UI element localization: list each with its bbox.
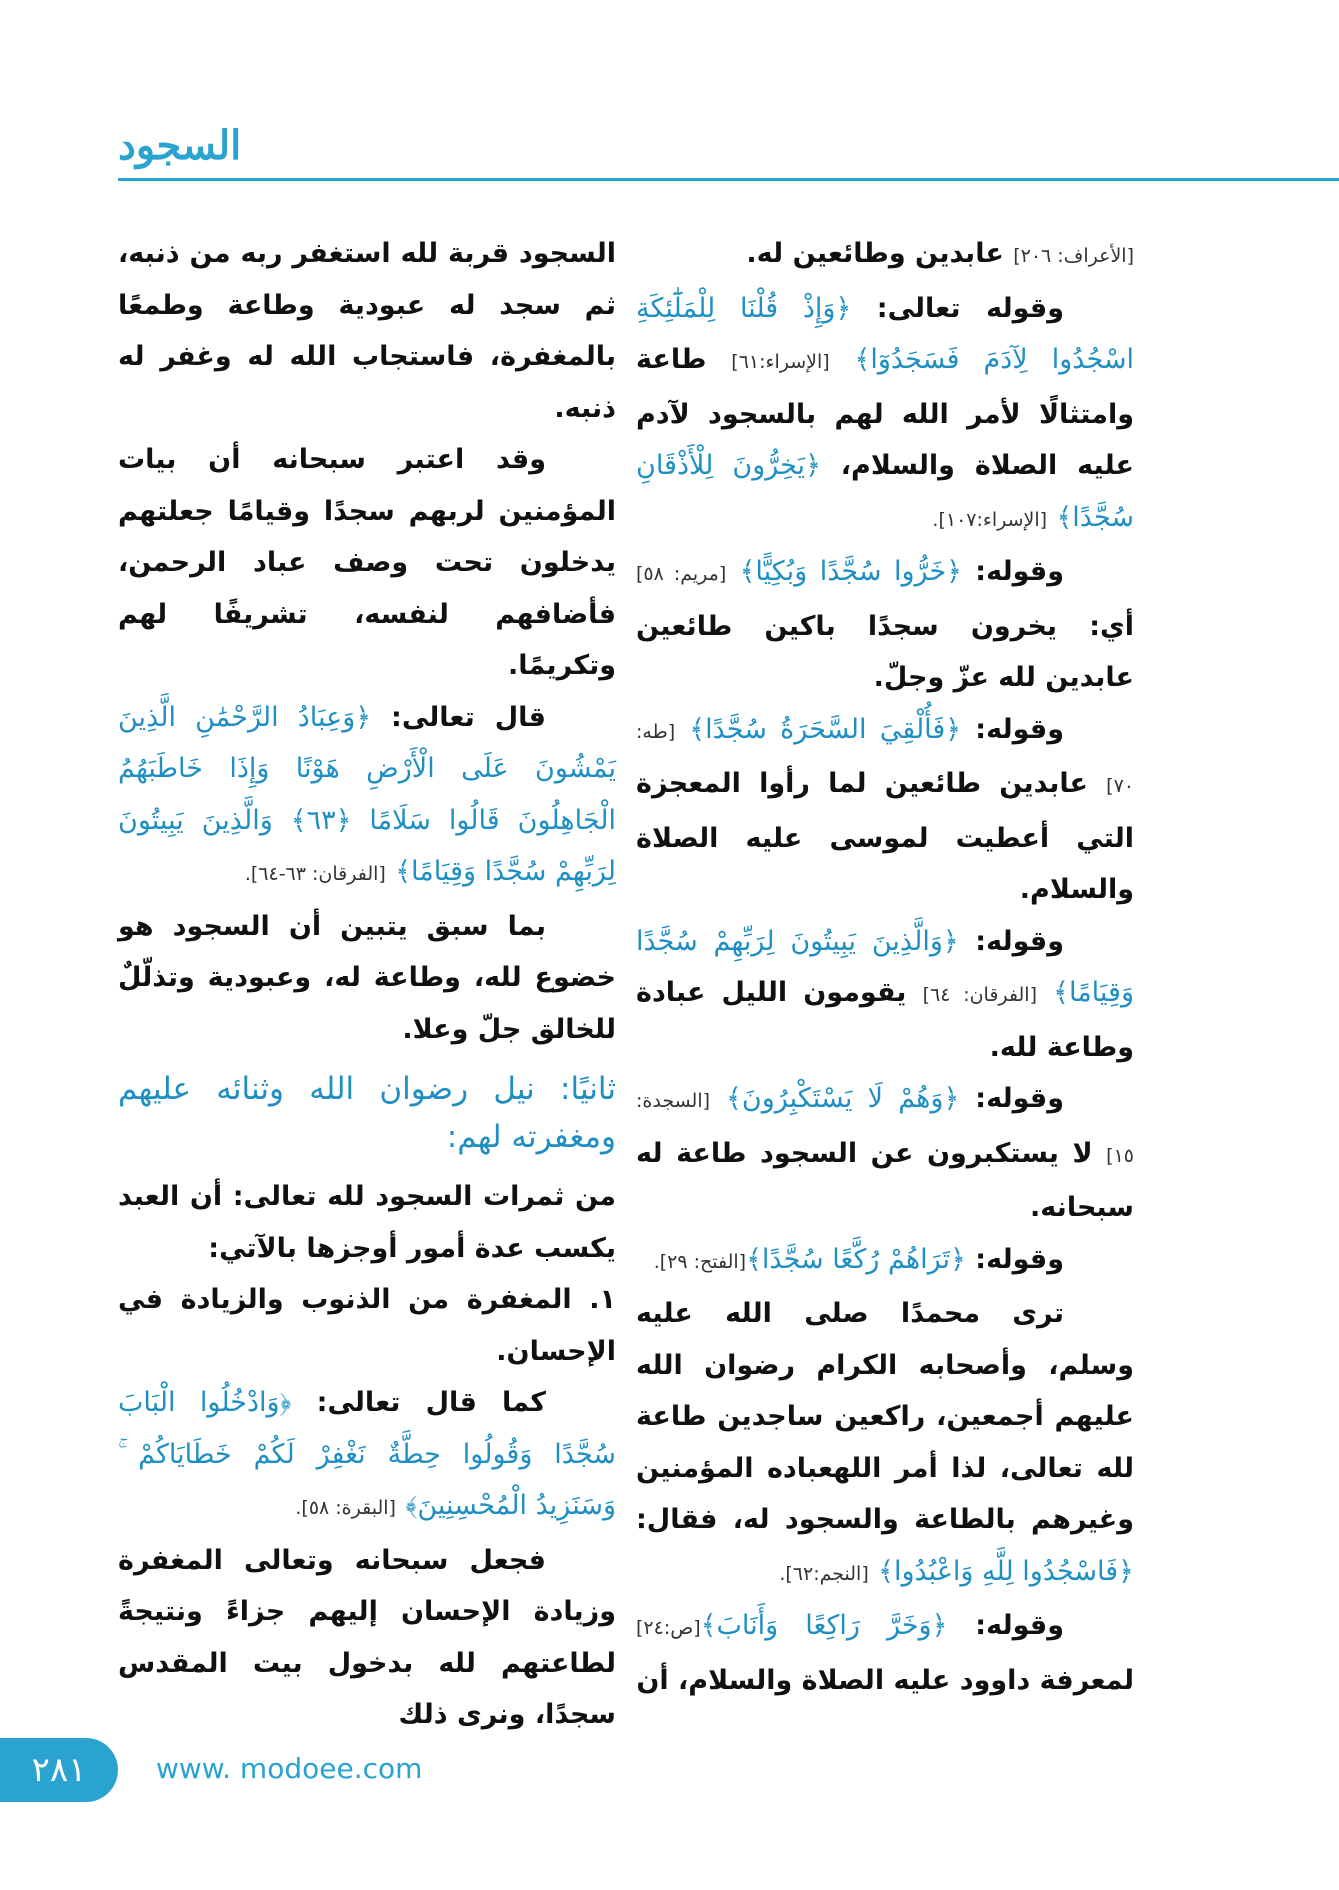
- section-title: السجود: [118, 122, 242, 169]
- paragraph: [118, 434, 616, 692]
- website-link[interactable]: www. modoee.com: [156, 1752, 423, 1785]
- paragraph: [118, 1171, 616, 1274]
- paragraph: [636, 916, 1134, 1074]
- subsection-heading: ثانيًا: نيل رضوان الله وثنائه عليهم ومغفرته لهم:: [118, 1071, 616, 1155]
- paragraph-text: بما سبق يتبين أن السجود هو خضوع لله، وطاعة له، وعبودية وتذلّلٌ للخالق جلّ وعلا.: [118, 910, 616, 1045]
- page-number-badge: ٢٨١: [0, 1738, 118, 1802]
- paragraph: [636, 1288, 1134, 1600]
- paragraph-lead: وقوله:: [947, 1610, 1064, 1641]
- paragraph-text: عابدين طائعين لما رأوا المعجزة التي أعطيت لموسى عليه الصلاة والسلام.: [636, 768, 1134, 905]
- quran-verse: ﴿فَأُلْقِيَ السَّحَرَةُ سُجَّدًا﴾: [689, 713, 962, 745]
- quran-verse: ﴿فَاسْجُدُوا لِلَّهِ وَاعْبُدُوا﴾: [878, 1555, 1134, 1587]
- paragraph-text: السجود قربة لله استغفر ربه من ذنبه، ثم سجد له عبودية وطاعة وطمعًا بالمغفرة، فاستجاب الله له وغفر له ذنبه.: [118, 238, 616, 424]
- quran-verse: ﴿خَرُّوا سُجَّدًا وَبُكِيًّا﴾: [739, 556, 962, 587]
- paragraph-lead: قال تعالى:: [371, 701, 546, 733]
- quran-verse: ﴿وَادْخُلُوا الْبَابَ سُجَّدًا وَقُولُوا حِطَّةٌ نَغْفِرْ لَكُمْ خَطَايَاكُمْ ۚ وَسَنَزِيدُ الْمُحْسِنِينَ﴾: [118, 1387, 616, 1521]
- right-column: [636, 228, 1134, 1706]
- citation: [الإسراء:٦١]: [731, 351, 830, 373]
- citation: [مريم: ٥٨]: [636, 563, 727, 585]
- paragraph: [636, 1073, 1134, 1234]
- quran-verse: ﴿وَالَّذِينَ يَبِيتُونَ لِرَبِّهِمْ سُجَّدًا وَقِيَامًا﴾: [636, 925, 1134, 1008]
- paragraph-lead: وقوله:: [959, 1083, 1064, 1114]
- quran-verse: ﴿تَرَاهُمْ رُكَّعًا سُجَّدًا﴾: [746, 1243, 966, 1275]
- paragraph: [636, 704, 1134, 916]
- quran-verse: ﴿وَعِبَادُ الرَّحْمَٰنِ الَّذِينَ يَمْشُونَ عَلَى الْأَرْضِ هَوْنًا وَإِذَا خَاطَبَهُمُ الْجَاهِلُونَ قَالُوا سَلَامًا ﴿٦٣﴾ وَالَّذِينَ يَبِيتُونَ لِرَبِّهِمْ سُجَّدًا وَقِيَامًا﴾: [118, 701, 616, 887]
- paragraph-text: عابدين وطائعين له.: [746, 238, 1014, 269]
- paragraph-lead: وقوله:: [961, 556, 1064, 587]
- paragraph: [636, 283, 1134, 547]
- left-column: [118, 228, 616, 1741]
- citation: [الأعراف: ٢٠٦]: [1013, 245, 1134, 267]
- paragraph-text: ١. المغفرة من الذنوب والزيادة في الإحسان.: [118, 1284, 616, 1367]
- paragraph-lead: وقوله تعالى:: [851, 292, 1064, 324]
- citation: [السجدة: ١٥]: [636, 1090, 1134, 1167]
- quran-verse: ﴿وَإِذْ قُلْنَا لِلْمَلَٰٓئِكَةِ اسْجُدُوا لِآدَمَ فَسَجَدُوٓا﴾: [636, 292, 1134, 375]
- paragraph: [636, 1234, 1134, 1289]
- paragraph-text: فجعل سبحانه وتعالى المغفرة وزيادة الإحسان إليهم جزاءً ونتيجةً لطاعتهم لله بدخول بيت المقدس سجدًا، ونرى ذلك: [118, 1544, 616, 1730]
- citation: [الإسراء:١٠٧].: [932, 508, 1048, 531]
- paragraph: [118, 1274, 616, 1377]
- citation: [الفتح: ٢٩].: [653, 1250, 747, 1273]
- paragraph-text: طاعة وامتثالًا لأمر الله لهم بالسجود لآدم عليه الصلاة والسلام،: [636, 344, 1134, 481]
- paragraph-text: لا يستكبرون عن السجود طاعة له سبحانه.: [636, 1137, 1134, 1223]
- paragraph-lead: وقوله:: [958, 925, 1064, 957]
- paragraph: [118, 901, 616, 1056]
- paragraph-text: ترى محمدًا صلى الله عليه وسلم، وأصحابه الكرام رضوان الله عليهم أجمعين، راكعين ساجدين طاعة لله تعالى، لذا أمر اللهعباده المؤمنين وغيرهم بالطاعة والسجود له، فقال:: [636, 1298, 1134, 1535]
- quran-verse: ﴿يَخِرُّونَ لِلْأَذْقَانِ سُجَّدًا﴾: [636, 450, 1134, 533]
- paragraph-lead: كما قال تعالى:: [291, 1387, 546, 1418]
- paragraph: [118, 1377, 616, 1535]
- header-divider: [118, 178, 1339, 181]
- citation: [الفرقان: ٦٣-٦٤].: [244, 863, 386, 885]
- citation: [ص:٢٤]: [636, 1617, 701, 1639]
- paragraph-text: أي: يخرون سجدًا باكين طائعين عابدين لله عزّ وجلّ.: [636, 610, 1134, 693]
- paragraph: [118, 228, 616, 434]
- paragraph: [636, 228, 1134, 283]
- paragraph-text: وقد اعتبر سبحانه أن بيات المؤمنين لربهم سجدًا وقيامًا جعلتهم يدخلون تحت وصف عباد الرحمن، فأضافهم لنفسه، تشريفًا لهم وتكريمًا.: [118, 444, 616, 681]
- paragraph: [118, 692, 616, 901]
- paragraph-text: لمعرفة داوود عليه الصلاة والسلام، أن: [636, 1664, 1134, 1696]
- citation: [البقرة: ٥٨].: [295, 1497, 396, 1519]
- citation: [الفرقان: ٦٤]: [922, 984, 1037, 1006]
- paragraph-text: يقومون الليل عبادة وطاعة لله.: [636, 977, 1134, 1063]
- citation: [النجم:٦٢].: [779, 1562, 869, 1585]
- citation: [طه: ٧٠]: [636, 720, 1134, 797]
- paragraph: [118, 1535, 616, 1741]
- paragraph-lead: وقوله:: [965, 1243, 1064, 1275]
- quran-verse: ﴿وَخَرَّ رَاكِعًا وَأَنَابَ﴾: [700, 1610, 948, 1641]
- paragraph-text: من ثمرات السجود لله تعالى: أن العبد يكسب عدة أمور أوجزها بالآتي:: [118, 1181, 616, 1264]
- paragraph: [636, 546, 1134, 704]
- paragraph: [636, 1600, 1134, 1706]
- quran-verse: ﴿وَهُمْ لَا يَسْتَكْبِرُونَ﴾: [726, 1083, 960, 1114]
- paragraph-lead: وقوله:: [961, 713, 1064, 745]
